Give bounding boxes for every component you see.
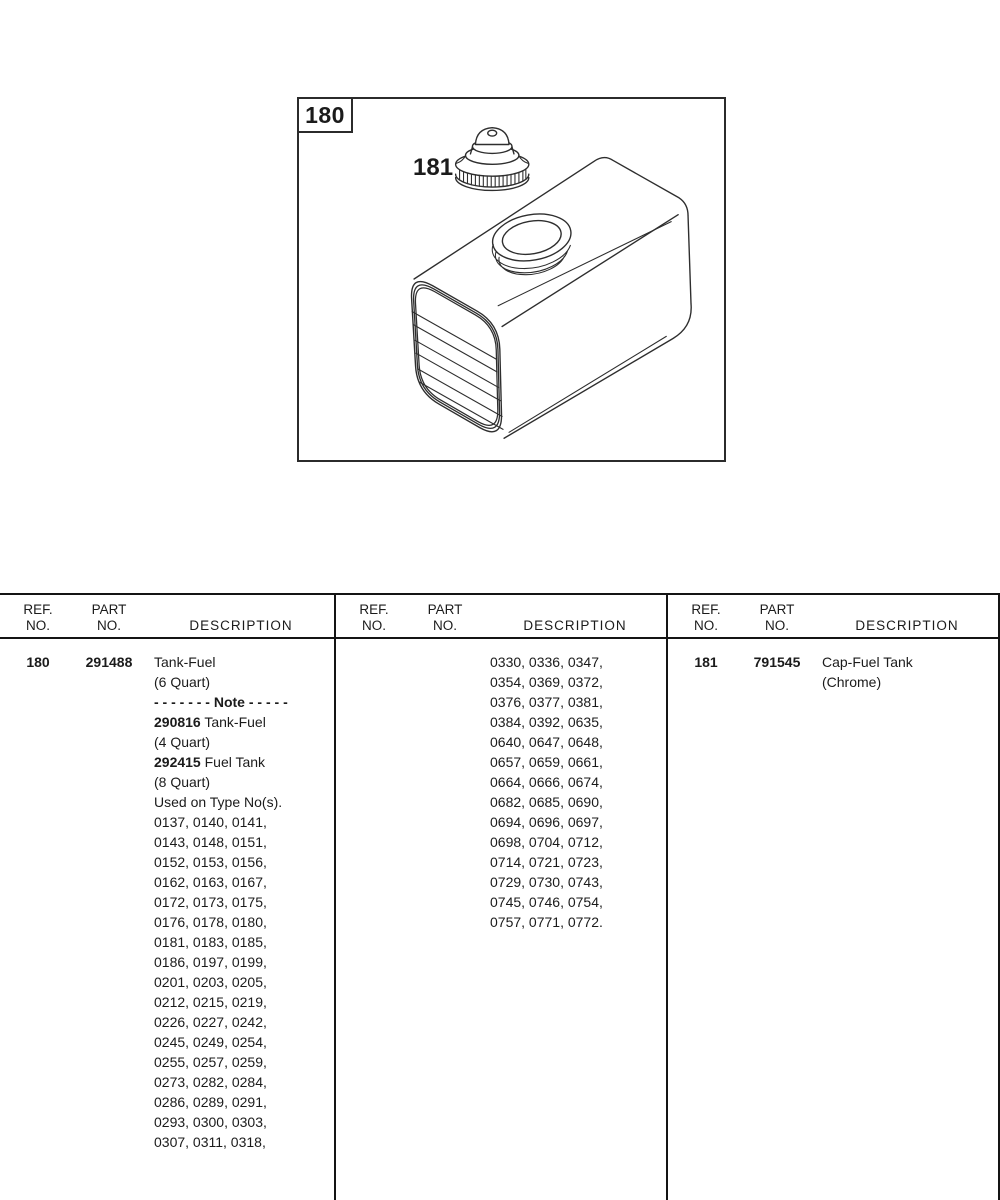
description-line: 0293, 0300, 0303, [154, 1114, 267, 1130]
header-ref: REF. [23, 602, 53, 617]
header-ref: REF. [691, 602, 721, 617]
header-description: DESCRIPTION [855, 618, 959, 633]
header-part: PART [427, 602, 463, 617]
table-header [336, 595, 666, 639]
table-row [668, 639, 998, 692]
description-line: (6 Quart) [154, 674, 211, 690]
description-line: 0682, 0685, 0690, [490, 794, 603, 810]
description-line: 0176, 0178, 0180, [154, 914, 267, 930]
fuel-tank-illustration [299, 99, 724, 460]
header-ref: REF. [359, 602, 389, 617]
table-column-group-1 [0, 595, 334, 1200]
description-line: 0186, 0197, 0199, [154, 954, 267, 970]
part-no-cell [400, 652, 490, 932]
table-row [0, 639, 334, 1152]
description-cell [154, 652, 330, 1152]
table-row [336, 639, 666, 932]
description-line: 0664, 0666, 0674, [490, 774, 603, 790]
cap-ref-label: 181 [413, 154, 454, 181]
table-column-group-3 [666, 595, 998, 1200]
ref-no-cell: 180 [26, 654, 50, 670]
table-header [668, 595, 998, 639]
description-line: 0694, 0696, 0697, [490, 814, 603, 830]
description-line: 0714, 0721, 0723, [490, 854, 603, 870]
description-line: 292415 Fuel Tank [154, 754, 266, 770]
description-cell [490, 652, 662, 932]
description-line: (4 Quart) [154, 734, 211, 750]
description-line: 0330, 0336, 0347, [490, 654, 603, 670]
description-line: Used on Type No(s). [154, 794, 283, 810]
header-ref-no: NO. [361, 618, 386, 633]
header-part-no: NO. [96, 618, 121, 633]
ref-no-cell [348, 652, 400, 932]
description-line: 0307, 0311, 0318, [154, 1134, 266, 1150]
parts-table [0, 593, 1000, 1200]
description-line: 0255, 0257, 0259, [154, 1054, 267, 1070]
part-no-cell: 291488 [85, 654, 133, 670]
description-line: 0745, 0746, 0754, [490, 894, 603, 910]
ref-no-cell: 181 [694, 654, 718, 670]
description-line: 0212, 0215, 0219, [154, 994, 267, 1010]
description-line: - - - - - - - Note - - - - - [154, 694, 288, 710]
header-part: PART [91, 602, 127, 617]
description-line: 0354, 0369, 0372, [490, 674, 603, 690]
description-line: Tank-Fuel [154, 654, 216, 670]
description-line: 0137, 0140, 0141, [154, 814, 267, 830]
description-line: 290816 Tank-Fuel [154, 714, 266, 730]
parts-diagram-frame [297, 97, 726, 462]
description-line: (Chrome) [822, 674, 882, 690]
table-header [0, 595, 334, 639]
description-line: 0201, 0203, 0205, [154, 974, 267, 990]
description-line: 0152, 0153, 0156, [154, 854, 267, 870]
description-line: 0286, 0289, 0291, [154, 1094, 267, 1110]
description-line: 0698, 0704, 0712, [490, 834, 603, 850]
description-line: Cap-Fuel Tank [822, 654, 913, 670]
table-column-group-2 [334, 595, 666, 1200]
header-ref-no: NO. [693, 618, 718, 633]
header-description: DESCRIPTION [189, 618, 293, 633]
description-line: 0245, 0249, 0254, [154, 1034, 267, 1050]
description-cell [822, 652, 994, 692]
description-line: 0162, 0163, 0167, [154, 874, 267, 890]
cap-vent-hole [488, 130, 497, 136]
description-line: 0729, 0730, 0743, [490, 874, 603, 890]
description-line: 0757, 0771, 0772. [490, 914, 603, 930]
header-ref-no: NO. [25, 618, 50, 633]
fuel-cap-illustration [456, 128, 529, 191]
description-line: 0376, 0377, 0381, [490, 694, 603, 710]
description-line: 0226, 0227, 0242, [154, 1014, 267, 1030]
description-line: 0384, 0392, 0635, [490, 714, 603, 730]
header-part: PART [759, 602, 795, 617]
part-no-cell: 791545 [753, 654, 801, 670]
description-line: 0640, 0647, 0648, [490, 734, 603, 750]
description-line: (8 Quart) [154, 774, 211, 790]
description-line: 0143, 0148, 0151, [154, 834, 267, 850]
header-part-no: NO. [764, 618, 789, 633]
header-description: DESCRIPTION [523, 618, 627, 633]
description-line: 0181, 0183, 0185, [154, 934, 267, 950]
header-part-no: NO. [432, 618, 457, 633]
description-line: 0657, 0659, 0661, [490, 754, 603, 770]
description-line: 0172, 0173, 0175, [154, 894, 267, 910]
figure-ref-label: 180 [299, 99, 353, 133]
description-line: 0273, 0282, 0284, [154, 1074, 267, 1090]
